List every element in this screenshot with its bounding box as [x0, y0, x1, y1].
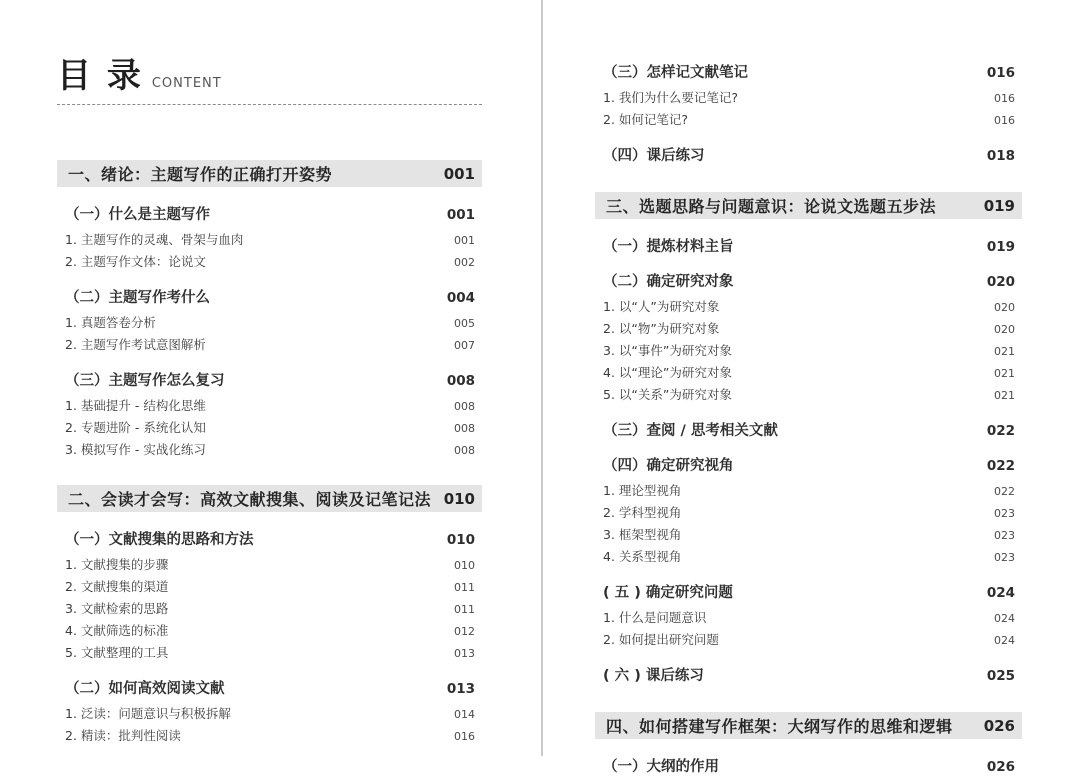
- entry-page-number: 016: [994, 114, 1015, 127]
- toc-sub-row: [595, 755, 1022, 776]
- entry-label: 4. 关系型视角: [603, 549, 682, 564]
- entry-label: 3. 以“事件”为研究对象: [603, 343, 732, 358]
- entry-page-number: 001: [443, 164, 475, 183]
- toc-item-row: [57, 704, 482, 724]
- toc-sub-row: [57, 677, 482, 698]
- entry-page-number: 008: [446, 373, 475, 389]
- entry-label: 1. 我们为什么要记笔记?: [603, 90, 739, 105]
- entry-page-number: 021: [994, 367, 1015, 380]
- entry-page-number: 014: [454, 708, 475, 721]
- entry-page-number: 019: [986, 239, 1015, 255]
- entry-page-number: 026: [986, 759, 1015, 775]
- toc-section-row: [57, 160, 482, 187]
- entry-label: 2. 如何记笔记?: [603, 112, 689, 127]
- toc-item-row: [57, 230, 482, 250]
- toc-sub-row: [595, 419, 1022, 440]
- entry-label: 3. 框架型视角: [603, 527, 682, 542]
- entry-page-number: 022: [986, 458, 1015, 474]
- toc-item-row: [57, 252, 482, 272]
- toc-sub-row: [595, 144, 1022, 165]
- entry-page-number: 016: [986, 65, 1015, 81]
- toc-item-row: [57, 555, 482, 575]
- toc-item-row: [595, 297, 1022, 317]
- toc-section-row: [57, 485, 482, 512]
- entry-label: （二）如何高效阅读文献: [65, 681, 225, 697]
- toc-sub-row: [57, 286, 482, 307]
- entry-label: 1. 什么是问题意识: [603, 610, 707, 625]
- entry-label: 2. 以“物”为研究对象: [603, 321, 720, 336]
- entry-label: （一）文献搜集的思路和方法: [65, 532, 254, 548]
- entry-label: 三、选题思路与问题意识：论说文选题五步法: [606, 197, 937, 216]
- entry-label: 2. 学科型视角: [603, 505, 682, 520]
- entry-page-number: 024: [986, 585, 1015, 601]
- entry-page-number: 011: [454, 603, 475, 616]
- entry-label: 1. 理论型视角: [603, 483, 682, 498]
- toc-item-row: [595, 319, 1022, 339]
- entry-page-number: 024: [994, 612, 1015, 625]
- entry-page-number: 008: [454, 422, 475, 435]
- toc-item-row: [595, 547, 1022, 567]
- toc-sub-row: [595, 454, 1022, 475]
- entry-page-number: 018: [986, 148, 1015, 164]
- entry-label: 2. 文献搜集的渠道: [65, 579, 169, 594]
- toc-sub-row: [57, 528, 482, 549]
- entry-page-number: 021: [994, 345, 1015, 358]
- toc-sub-row: [57, 369, 482, 390]
- entry-page-number: 002: [454, 256, 475, 269]
- entry-page-number: 023: [994, 551, 1015, 564]
- entry-label: 1. 文献搜集的步骤: [65, 557, 169, 572]
- entry-page-number: 012: [454, 625, 475, 638]
- entry-label: 2. 如何提出研究问题: [603, 632, 719, 647]
- entry-label: （三）主题写作怎么复习: [65, 373, 225, 389]
- entry-page-number: 001: [446, 207, 475, 223]
- toc-item-row: [57, 577, 482, 597]
- entry-page-number: 025: [986, 668, 1015, 684]
- entry-page-number: 016: [994, 92, 1015, 105]
- toc-item-row: [595, 630, 1022, 650]
- entry-label: 1. 主题写作的灵魂、骨架与血肉: [65, 232, 244, 247]
- entry-page-number: 010: [454, 559, 475, 572]
- entry-label: 1. 泛读：问题意识与积极拆解: [65, 706, 231, 721]
- page-title: 目 录: [57, 56, 143, 96]
- entry-page-number: 005: [454, 317, 475, 330]
- toc-header: [57, 57, 482, 105]
- entry-label: 4. 以“理论”为研究对象: [603, 365, 732, 380]
- toc-item-row: [57, 335, 482, 355]
- toc-item-row: [57, 621, 482, 641]
- entry-label: （四）课后练习: [603, 148, 705, 164]
- entry-label: 3. 模拟写作 - 实战化练习: [65, 442, 206, 457]
- toc-item-row: [57, 396, 482, 416]
- entry-page-number: 010: [446, 532, 475, 548]
- toc-column-left: [57, 57, 482, 748]
- toc-item-row: [595, 341, 1022, 361]
- entry-page-number: 020: [994, 301, 1015, 314]
- toc-item-row: [595, 88, 1022, 108]
- entry-label: 2. 精读：批判性阅读: [65, 728, 181, 743]
- entry-page-number: 020: [994, 323, 1015, 336]
- toc-item-row: [57, 418, 482, 438]
- toc-item-row: [57, 313, 482, 333]
- entry-label: 5. 文献整理的工具: [65, 645, 169, 660]
- toc-item-row: [595, 481, 1022, 501]
- entry-page-number: 016: [454, 730, 475, 743]
- entry-page-number: 001: [454, 234, 475, 247]
- toc-item-row: [57, 599, 482, 619]
- entry-label: （三）怎样记文献笔记: [603, 65, 748, 81]
- entry-page-number: 024: [994, 634, 1015, 647]
- toc-item-row: [595, 503, 1022, 523]
- entry-label: （二）主题写作考什么: [65, 290, 210, 306]
- column-divider: [541, 0, 543, 756]
- entry-label: 1. 基础提升 - 结构化思维: [65, 398, 206, 413]
- entry-label: （四）确定研究视角: [603, 458, 734, 474]
- entry-label: （一）什么是主题写作: [65, 207, 210, 223]
- entry-page-number: 004: [446, 290, 475, 306]
- entry-label: （一）提炼材料主旨: [603, 239, 734, 255]
- toc-item-row: [595, 525, 1022, 545]
- toc-item-row: [57, 440, 482, 460]
- entry-page-number: 010: [443, 489, 475, 508]
- entry-label: 2. 专题进阶 - 系统化认知: [65, 420, 206, 435]
- entry-label: ( 五 ) 确定研究问题: [603, 585, 733, 601]
- entry-page-number: 022: [986, 423, 1015, 439]
- toc-sub-row: [595, 270, 1022, 291]
- entry-page-number: 013: [446, 681, 475, 697]
- toc-sub-row: [57, 203, 482, 224]
- entry-page-number: 020: [986, 274, 1015, 290]
- toc-sub-row: [595, 664, 1022, 685]
- page-subtitle: CONTENT: [151, 76, 222, 91]
- entry-page-number: 026: [983, 716, 1015, 735]
- entry-label: （二）确定研究对象: [603, 274, 734, 290]
- entry-page-number: 019: [983, 196, 1015, 215]
- entry-label: （一）大纲的作用: [603, 759, 719, 775]
- entry-label: 4. 文献筛选的标准: [65, 623, 169, 638]
- toc-sub-row: [595, 235, 1022, 256]
- toc-item-row: [57, 643, 482, 663]
- toc-item-row: [595, 363, 1022, 383]
- toc-sub-row: [595, 61, 1022, 82]
- entry-label: 1. 真题答卷分析: [65, 315, 156, 330]
- entry-label: 3. 文献检索的思路: [65, 601, 169, 616]
- toc-sub-row: [595, 581, 1022, 602]
- toc-column-right: [595, 57, 1022, 782]
- toc-section-row: [595, 712, 1022, 739]
- toc-item-row: [595, 385, 1022, 405]
- entry-label: 2. 主题写作文体：论说文: [65, 254, 206, 269]
- toc-section-row: [595, 192, 1022, 219]
- entry-page-number: 023: [994, 507, 1015, 520]
- toc-item-row: [595, 110, 1022, 130]
- entry-label: 四、如何搭建写作框架：大纲写作的思维和逻辑: [606, 717, 953, 736]
- entry-page-number: 013: [454, 647, 475, 660]
- entry-label: 5. 以“关系”为研究对象: [603, 387, 732, 402]
- entry-page-number: 008: [454, 400, 475, 413]
- entry-label: 二、会读才会写：高效文献搜集、阅读及记笔记法: [68, 490, 432, 509]
- toc-list-left: [57, 160, 482, 746]
- entry-page-number: 022: [994, 485, 1015, 498]
- entry-label: 一、绪论：主题写作的正确打开姿势: [68, 165, 333, 184]
- entry-label: 1. 以“人”为研究对象: [603, 299, 720, 314]
- entry-page-number: 008: [454, 444, 475, 457]
- entry-page-number: 021: [994, 389, 1015, 402]
- entry-page-number: 023: [994, 529, 1015, 542]
- toc-item-row: [57, 726, 482, 746]
- entry-label: （三）查阅 / 思考相关文献: [603, 423, 778, 439]
- entry-label: ( 六 ) 课后练习: [603, 668, 704, 684]
- toc-list-right: [595, 61, 1022, 776]
- entry-page-number: 007: [454, 339, 475, 352]
- toc-item-row: [595, 608, 1022, 628]
- entry-label: 2. 主题写作考试意图解析: [65, 337, 206, 352]
- entry-page-number: 011: [454, 581, 475, 594]
